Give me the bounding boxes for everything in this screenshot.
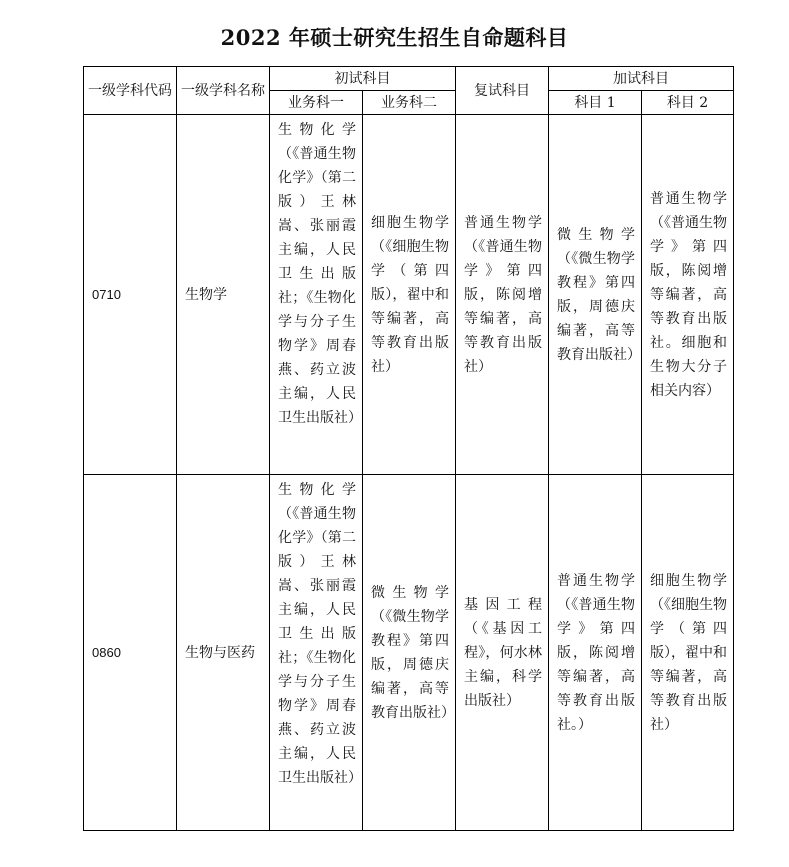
row-add1: 微生物学（《微生物学教程》第四版，周德庆编著，高等教育出版社）: [549, 115, 642, 475]
row-retest: 普通生物学（《普通生物学》第四版，陈阅增等编著，高等教育出版社）: [456, 115, 549, 475]
header-add-sub1: 科目 1: [549, 91, 642, 115]
header-additional: 加试科目: [549, 67, 734, 91]
row-code: 0860: [84, 475, 177, 831]
header-add-sub2: 科目 2: [642, 91, 734, 115]
header-discipline-name: 一级学科名称: [177, 67, 270, 115]
row-retest: 基因工程（《基因工程》，何水林主编，科学出版社）: [456, 475, 549, 831]
header-retest: 复试科目: [456, 67, 549, 115]
row-name: 生物学: [177, 115, 270, 475]
row-prelim1: 生物化学（《普通生物化学》（第二版）王林嵩、张丽霞主编，人民卫生出版社；《生物化学与分子生物学》周春燕、药立波主编，人民卫生出版社）: [270, 115, 363, 475]
row-name: 生物与医药: [177, 475, 270, 831]
subjects-table: [83, 66, 734, 831]
header-preliminary: 初试科目: [270, 67, 456, 91]
row-prelim2: 微生物学（《微生物学教程》第四版，周德庆编著，高等教育出版社）: [363, 475, 456, 831]
row-add2: 细胞生物学（《细胞生物学（第四版），翟中和等编著，高等教育出版社）: [642, 475, 734, 831]
page-title: 2022 年硕士研究生招生自命题科目: [220, 25, 569, 50]
row-add2: 普通生物学（《普通生物学》第四版，陈阅增等编著，高等教育出版社。细胞和生物大分子相关内容）: [642, 115, 734, 475]
table-row: [84, 115, 734, 475]
table-row: [84, 475, 734, 831]
header-prelim-sub2: 业务科二: [363, 91, 456, 115]
row-prelim1: 生物化学（《普通生物化学》（第二版）王林嵩、张丽霞主编，人民卫生出版社；《生物化学与分子生物学》周春燕、药立波主编，人民卫生出版社）: [270, 475, 363, 831]
row-add1: 普通生物学（《普通生物学》第四版，陈阅增等编著，高等教育出版社。）: [549, 475, 642, 831]
row-prelim2: 细胞生物学（《细胞生物学（第四版），翟中和等编著，高等教育出版社）: [363, 115, 456, 475]
row-code: 0710: [84, 115, 177, 475]
header-prelim-sub1: 业务科一: [270, 91, 363, 115]
header-discipline-code: 一级学科代码: [84, 67, 177, 115]
